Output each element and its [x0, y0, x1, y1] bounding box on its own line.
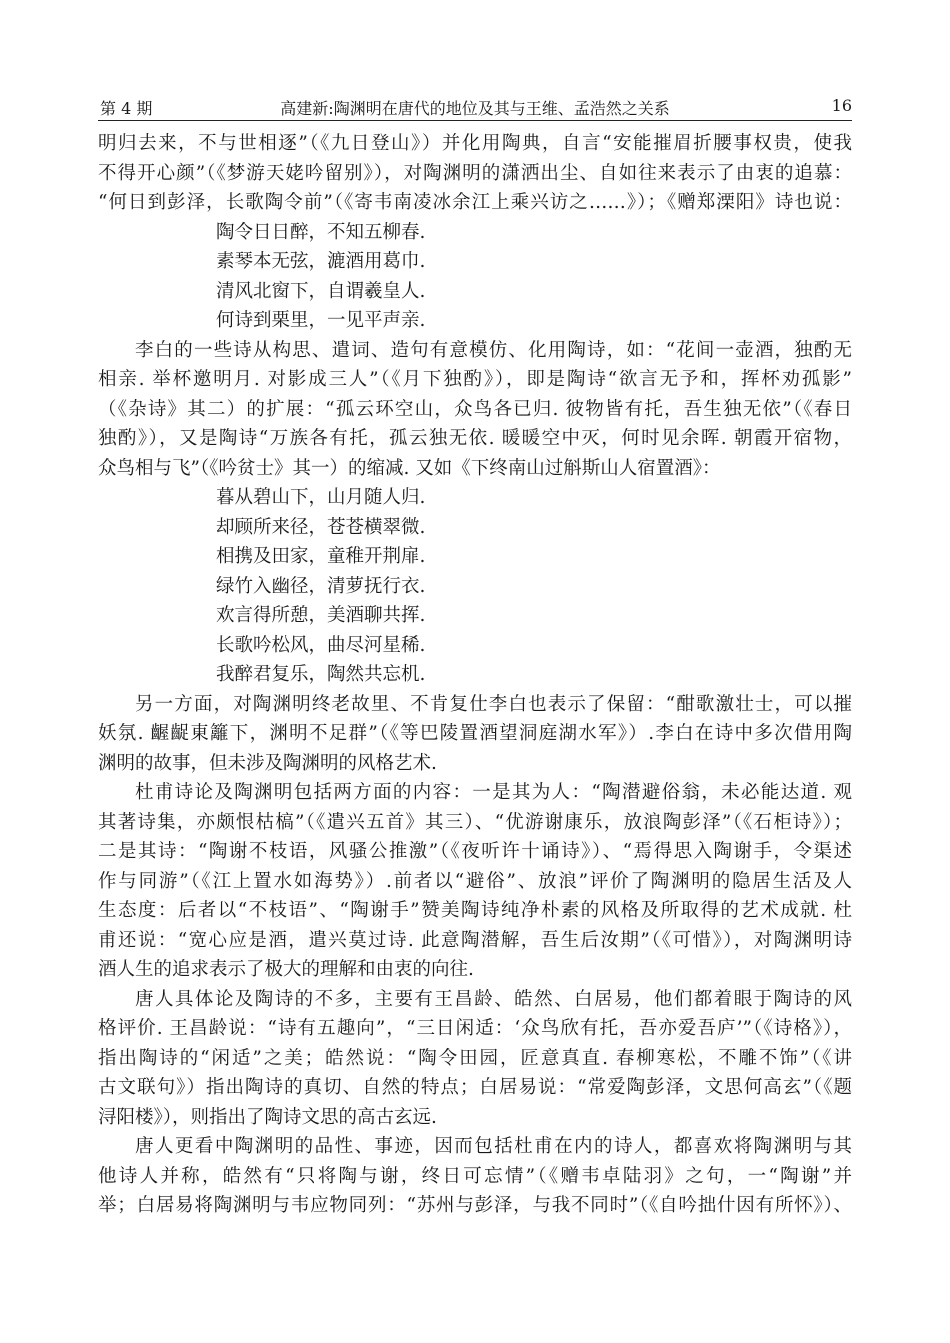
- text-line: 独酌》），又是陶诗“万族各有托，孤云独无依. 暖暖空中灭，何时见余晖. 朝霞开宿物，: [98, 428, 852, 449]
- text-line: 作与同游”（《江上置水如海势》）.前者以“避俗”、放浪”评价了陶渊明的隐居生活及人: [98, 870, 852, 892]
- poem-line: 素琴本无弦，漉酒用葛巾.: [216, 251, 426, 272]
- text-line: 格评价. 王昌龄说：“诗有五趣向”，“三日闲适：‘众鸟欣有托，吾亦爱吾庐’”（《诗格》），: [98, 1018, 852, 1039]
- poem-line: 绿竹入幽径，清萝抚行衣.: [216, 575, 426, 597]
- text-line: 众鸟相与飞”（《吟贫士》其一）的缩减. 又如《下终南山过斛斯山人宿置酒》：: [98, 457, 721, 479]
- text-line: 不得开心颜”（《梦游天姥吟留别》），对陶渊明的潇洒出尘、自如往来表示了由衷的追慕：: [98, 162, 852, 184]
- running-header: [98, 94, 852, 121]
- poem-line: 陶令日日醉，不知五柳春.: [216, 221, 426, 243]
- text-line: “何日到彭泽，长歌陶令前”（《寄韦南凌冰余江上乘兴访之……》）；《赠郑溧阳》诗也说：: [98, 192, 852, 213]
- poem-line: 我醉君复乐，陶然共忘机.: [216, 664, 426, 685]
- text-line: 另一方面，对陶渊明终老故里、不肯复仕李白也表示了保留：“酣歌激壮士，可以摧: [135, 693, 852, 715]
- poem-line: 暮从碧山下，山月随人归.: [216, 487, 426, 508]
- text-line: 妖氛. 齷齪東籬下，渊明不足群”（《等巴陵置酒望洞庭湖水军》）.李白在诗中多次借用陶: [98, 723, 852, 744]
- text-line: 渊明的故事，但未涉及陶渊明的风格艺术.: [98, 752, 437, 774]
- article-body: [98, 129, 852, 1221]
- text-line: 唐人具体论及陶诗的不多，主要有王昌龄、皓然、白居易，他们都着眼于陶诗的风: [135, 988, 852, 1010]
- text-line: 相亲. 举杯邀明月. 对影成三人”（《月下独酌》），即是陶诗“欲言无予和，挥杯劝孤影”: [98, 369, 852, 390]
- text-line: 他诗人并称，皓然有“只将陶与谢，终日可忘情”（《赠韦卓陆羽》之句，一“陶谢”并: [98, 1165, 852, 1187]
- poem-line: 清风北窗下，自谓羲皇人.: [216, 280, 426, 302]
- text-line: 二是其诗：“陶谢不枝语，风骚公推激”（《夜听许十诵诗》）、“焉得思入陶谢手，令渠述: [98, 841, 852, 862]
- text-line: 杜甫诗论及陶渊明包括两方面的内容：一是其为人：“陶潜避俗翁，未必能达道. 观: [135, 782, 852, 803]
- page-number: 16: [831, 96, 852, 115]
- article-title: 高建新:陶渊明在唐代的地位及其与王维、孟浩然之关系: [280, 99, 670, 118]
- poem-line: 相携及田家，童稚开荆扉.: [216, 546, 426, 567]
- text-line: 明归去来，不与世相逐”（《九日登山》）并化用陶典，自言“安能摧眉折腰事权贵，使我: [98, 133, 852, 154]
- text-line: 浔阳楼》），则指出了陶诗文思的高古玄远.: [98, 1106, 437, 1128]
- text-line: 李白的一些诗从构思、遣词、造句有意模仿、化用陶诗，如：“花间一壶酒，独酌无: [135, 339, 852, 361]
- text-line: 甫还说：“宽心应是酒，遣兴莫过诗. 此意陶潜解，吾生后汝期”（《可惜》），对陶渊明诗: [98, 929, 852, 951]
- poem-line: 欢言得所憩，美酒聊共挥.: [216, 605, 426, 626]
- text-line: 古文联句》）指出陶诗的真切、自然的特点；白居易说：“常爱陶彭泽，文思何高玄”（《题: [98, 1077, 852, 1098]
- poem-line: 长歌吟松风，曲尽河星稀.: [216, 634, 426, 656]
- text-line: 生态度：后者以“不枝语”、“陶谢手”赞美陶诗纯净朴素的风格及所取得的艺术成就. 杜: [98, 900, 852, 921]
- text-line: 举；白居易将陶渊明与韦应物同列：“苏州与彭泽，与我不同时”（《自吟拙什因有所怀》）、: [98, 1195, 852, 1216]
- text-line: 唐人更看中陶渊明的品性、事迹，因而包括杜甫在内的诗人，都喜欢将陶渊明与其: [135, 1136, 852, 1157]
- poem-line: 却顾所来径，苍苍横翠微.: [216, 516, 426, 538]
- text-line: （《杂诗》其二）的扩展：“孤云环空山，众鸟各已归. 彼物皆有托，吾生独无依”（《春日: [98, 398, 852, 420]
- text-line: 其著诗集，亦颇恨枯槁”（《遣兴五首》其三）、“优游谢康乐，放浪陶彭泽”（《石柜诗》）；: [98, 811, 852, 833]
- journal-page: [98, 94, 852, 1221]
- issue-number: 第 4 期: [100, 99, 153, 118]
- text-line: 指出陶诗的“闲适”之美；皓然说：“陶令田园，匠意真直. 春柳寒松，不雕不饰”（《讲: [98, 1047, 852, 1069]
- text-line: 酒人生的追求表示了极大的理解和由衷的向往.: [98, 959, 474, 980]
- poem-line: 何诗到栗里，一见平声亲.: [216, 310, 426, 331]
